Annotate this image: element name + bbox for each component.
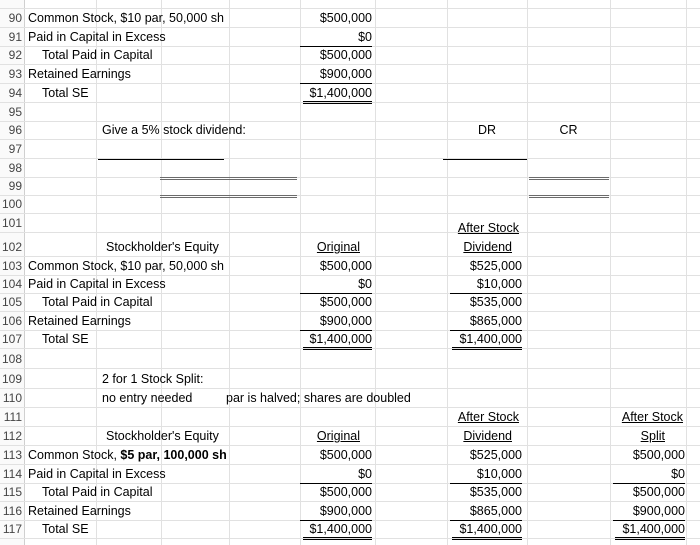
retained-earnings-label[interactable]: Retained Earnings	[28, 67, 131, 81]
after-div-value[interactable]: $865,000	[450, 502, 522, 521]
row-number[interactable]: 95	[8, 105, 22, 119]
grid-hline	[0, 213, 700, 214]
row-number[interactable]: 94	[8, 86, 22, 100]
total-se-label[interactable]: Total SE	[42, 86, 89, 100]
total-pic-label[interactable]: Total Paid in Capital	[42, 295, 153, 309]
after-split-value[interactable]: $1,400,000	[615, 520, 685, 540]
original-header[interactable]: Original	[316, 429, 360, 443]
orig-value[interactable]: $500,000	[319, 448, 372, 462]
total-pic-label[interactable]: Total Paid in Capital	[42, 48, 153, 62]
retained-earnings-label[interactable]: Retained Earnings	[28, 504, 131, 518]
row-number[interactable]: 106	[1, 314, 22, 328]
grid-hline	[0, 368, 700, 369]
after-div-header-2[interactable]: Dividend	[463, 429, 512, 443]
row-number[interactable]: 115	[2, 485, 22, 499]
row-number[interactable]: 99	[8, 179, 22, 193]
after-split-value[interactable]: $500,000	[632, 485, 685, 499]
after-value[interactable]: $525,000	[469, 259, 522, 273]
after-div-value[interactable]: $525,000	[469, 448, 522, 462]
row-number[interactable]: 112	[2, 429, 22, 443]
entry-line	[529, 195, 609, 198]
se-title[interactable]: Stockholder's Equity	[106, 240, 219, 254]
split-title[interactable]: 2 for 1 Stock Split:	[102, 372, 204, 386]
orig-value[interactable]: $0	[300, 275, 372, 294]
dividend-prompt[interactable]: Give a 5% stock dividend:	[102, 123, 246, 137]
orig-value[interactable]: $900,000	[300, 502, 372, 521]
row-number[interactable]: 110	[2, 391, 22, 405]
row-number[interactable]: 108	[1, 352, 22, 366]
entry-line	[529, 177, 609, 180]
pic-excess-value[interactable]: $0	[300, 28, 372, 47]
row-number[interactable]: 107	[1, 332, 22, 346]
row-number[interactable]: 111	[3, 410, 22, 424]
se-title[interactable]: Stockholder's Equity	[106, 429, 219, 443]
after-div-header-2[interactable]: Dividend	[463, 240, 512, 254]
orig-value[interactable]: $500,000	[319, 259, 372, 273]
total-se-label[interactable]: Total SE	[42, 522, 89, 536]
after-div-header-1[interactable]: After Stock	[457, 410, 519, 424]
after-value[interactable]: $865,000	[450, 312, 522, 331]
retained-earnings-label[interactable]: Retained Earnings	[28, 314, 131, 328]
row-number[interactable]: 91	[8, 30, 22, 44]
after-split-value[interactable]: $500,000	[632, 448, 685, 462]
orig-value[interactable]: $1,400,000	[303, 520, 372, 540]
row-number[interactable]: 103	[1, 259, 22, 273]
row-number[interactable]: 100	[1, 197, 22, 211]
after-div-header-1[interactable]: After Stock	[457, 221, 519, 235]
grid-hline	[0, 232, 700, 233]
split-note[interactable]: par is halved; shares are doubled	[226, 391, 411, 405]
row-number[interactable]: 117	[2, 522, 22, 536]
orig-value[interactable]: $500,000	[319, 485, 372, 499]
entry-line	[160, 177, 297, 180]
row-number[interactable]: 101	[1, 216, 22, 230]
after-div-value[interactable]: $1,400,000	[452, 520, 522, 540]
after-value[interactable]: $1,400,000	[452, 330, 522, 350]
row-number[interactable]: 116	[2, 504, 22, 518]
common-stock-bold: $5 par, 100,000 sh	[120, 448, 227, 462]
pic-excess-label[interactable]: Paid in Capital in Excess	[28, 467, 166, 481]
pic-excess-label[interactable]: Paid in Capital in Excess	[28, 30, 166, 44]
after-value[interactable]: $10,000	[450, 275, 522, 294]
row-number[interactable]: 105	[1, 295, 22, 309]
retained-earnings-value[interactable]: $900,000	[300, 65, 372, 84]
entry-line	[98, 159, 224, 160]
total-pic-value[interactable]: $500,000	[319, 48, 372, 62]
grid-hline	[0, 139, 700, 140]
after-div-value[interactable]: $535,000	[469, 485, 522, 499]
row-number[interactable]: 109	[1, 372, 22, 386]
row-number[interactable]: 114	[2, 467, 22, 481]
common-stock-label[interactable]	[28, 446, 227, 464]
cr-header[interactable]: CR	[559, 123, 578, 137]
row-number[interactable]: 96	[8, 123, 22, 137]
orig-value[interactable]: $900,000	[300, 312, 372, 331]
entry-line	[443, 159, 527, 160]
no-entry-needed[interactable]: no entry needed	[102, 391, 193, 405]
grid-hline	[0, 407, 700, 408]
after-split-value[interactable]: $0	[613, 465, 685, 484]
row-number[interactable]: 113	[2, 448, 22, 462]
after-value[interactable]: $535,000	[469, 295, 522, 309]
common-stock-value[interactable]: $500,000	[319, 11, 372, 25]
dr-header[interactable]: DR	[477, 123, 497, 137]
row-number[interactable]: 97	[8, 142, 22, 156]
after-div-value[interactable]: $10,000	[450, 465, 522, 484]
row-number[interactable]: 98	[8, 161, 22, 175]
after-split-header-2[interactable]: Split	[640, 429, 665, 443]
after-split-value[interactable]: $900,000	[613, 502, 685, 521]
total-se-value[interactable]: $1,400,000	[303, 84, 372, 104]
total-se-label[interactable]: Total SE	[42, 332, 89, 346]
row-number[interactable]: 104	[1, 277, 22, 291]
original-header[interactable]: Original	[316, 240, 360, 254]
pic-excess-label[interactable]: Paid in Capital in Excess	[28, 277, 166, 291]
orig-value[interactable]: $0	[300, 465, 372, 484]
common-stock-label[interactable]: Common Stock, $10 par, 50,000 sh	[28, 259, 224, 273]
orig-value[interactable]: $1,400,000	[303, 330, 372, 350]
row-number[interactable]: 102	[1, 240, 22, 254]
orig-value[interactable]: $500,000	[319, 295, 372, 309]
common-stock-prefix: Common Stock,	[28, 448, 121, 462]
row-number[interactable]: 93	[8, 67, 22, 81]
row-number[interactable]: 90	[8, 11, 22, 25]
total-pic-label[interactable]: Total Paid in Capital	[42, 485, 153, 499]
common-stock-label[interactable]: Common Stock, $10 par, 50,000 sh	[28, 11, 224, 25]
row-number[interactable]: 92	[8, 48, 22, 62]
entry-line	[160, 195, 297, 198]
after-split-header-1[interactable]: After Stock	[621, 410, 683, 424]
